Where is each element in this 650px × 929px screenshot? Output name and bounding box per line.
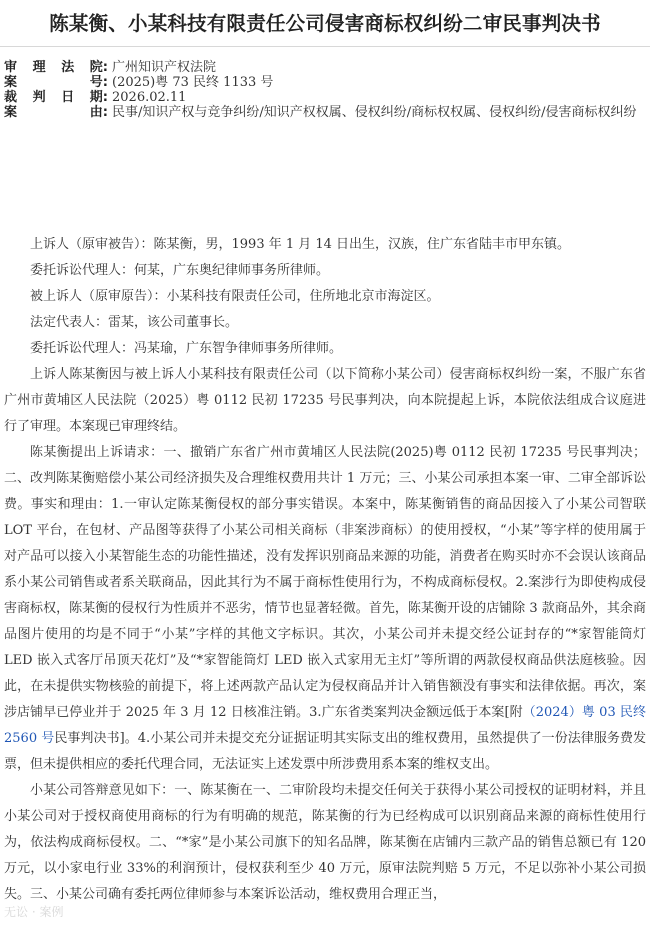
page-title: 陈某衡、小某科技有限责任公司侵害商标权纠纷二审民事判决书 bbox=[49, 12, 601, 35]
paragraph-appellant-agent: 委托诉讼代理人：何某，广东奥纪律师事务所律师。 bbox=[30, 263, 330, 278]
paragraph-legal-rep: 法定代表人：雷某，该公司董事长。 bbox=[30, 315, 239, 330]
meta-date-label: 裁 判 日 期: bbox=[4, 90, 108, 105]
meta-case-no-value: (2025)粤 73 民终 1133 号 bbox=[112, 75, 274, 90]
paragraph-defense: 小某公司答辩意见如下：一、陈某衡在一、二审阶段均未提交任何关于获得小某公司授权的证明材料，并且小某公司对于授权商使用商标的行为有明确的规范，陈某衡的行为已经构成可以识别商品来源的商标性使用行为，依法构成商标侵权。二、“*家”是小某公司旗下的知名品牌，陈某衡在店铺内三款产品的销售总额已有 120 万元，以小家电行业 33%的利润预计，侵权获利至少 40 万元，原审法院判赔 5 万元，不足以弥补小某公司损失。三、小某公司确有委托两位律师参与本案诉讼活动，维权费用合理正当， bbox=[4, 783, 646, 902]
paragraph-appellee-agent: 委托诉讼代理人：冯某瑜，广东智争律师事务所律师。 bbox=[30, 341, 343, 356]
watermark-logo: 无讼 · 案例 bbox=[4, 905, 64, 919]
paragraph-appellant: 上诉人（原审被告）：陈某衡，男，1993 年 1 月 14 日出生，汉族，住广东省陆丰市甲东镇。 bbox=[30, 237, 571, 252]
paragraph-appellee: 被上诉人（原审原告）：小某科技有限责任公司，住所地北京市海淀区。 bbox=[30, 289, 440, 304]
case-reference-link[interactable]: （2024）粤 03 民终 2560 号 bbox=[4, 705, 646, 746]
meta-cause-value: 民事/知识产权与竞争纠纷/知识产权权属、侵权纠纷/商标权权属、侵权纠纷/侵害商标权纠纷 bbox=[112, 105, 637, 120]
meta-cause-label: 案 由: bbox=[4, 105, 108, 120]
meta-case-no-label: 案 号: bbox=[4, 75, 108, 90]
judgment-body bbox=[4, 232, 646, 908]
paragraph-case-intro: 上诉人陈某衡因与被上诉人小某科技有限责任公司（以下简称小某公司）侵害商标权纠纷一案，不服广东省广州市黄埔区人民法院（2025）粤 0112 民初 17235 号民事判决，向本院提起上诉，本院依法组成合议庭进行了审理。本案现已审理终结。 bbox=[4, 367, 646, 434]
meta-court-label: 审 理 法 院: bbox=[4, 60, 108, 75]
meta-date-value: 2026.02.11 bbox=[112, 90, 187, 105]
meta-court-value: 广州知识产权法院 bbox=[112, 60, 217, 75]
paragraph-appeal-claims: 陈某衡提出上诉请求：一、撤销广东省广州市黄埔区人民法院(2025)粤 0112 民初 17235 号民事判决；二、改判陈某衡赔偿小某公司经济损失及合理维权费用共计 1 万元；三、小某公司承担本案一审、二审全部诉讼费。事实和理由：1.一审认定陈某衡侵权的部分事实错误。本案中，陈某衡销售的商品因接入了小某公司智联 LOT 平台，在包材、产品图等获得了小某公司相关商标（非案涉商标）的使用授权，“小某”等字样的使用属于对产品可以接入小某智能生态的功能性描述，没有发挥识别商品来源的功能，消费者在购买时亦不会误认该商品系小某公司销售或者系关联商品，因此其行为不属于商标性使用行为，不构成商标侵权。2.案涉行为即使构成侵害商标权，陈某衡的侵权行为性质并不恶劣，情节也显著轻微。首先，陈某衡开设的店铺除 3 款商品外，其余商品图片使用的均是不同于“小某”字样的其他文字标识。其次，小某公司并未提交经公证封存的“*家智能筒灯 LED 嵌入式客厅吊顶天花灯”及“*家智能筒灯 LED 嵌入式家用无主灯”等所谓的两款侵权商品供法庭核验。因此，在未提供实物核验的前提下，将上述两款产品认定为侵权商品并计入销售额没有事实和法律依据。再次，案涉店铺早已停业并于 2025 年 3 月 12 日核准注销。3.广东省类案判决金额远低于本案[附（2024）粤 03 民终 2560 号民事判决书]。4.小某公司并未提交充分证据证明其实际支出的维权费用，虽然提供了一份法律服务费发票，但未提供相应的委托代理合同，无法证实上述发票中所涉费用系本案的维权支出。 bbox=[4, 445, 647, 772]
title-divider bbox=[0, 46, 650, 47]
